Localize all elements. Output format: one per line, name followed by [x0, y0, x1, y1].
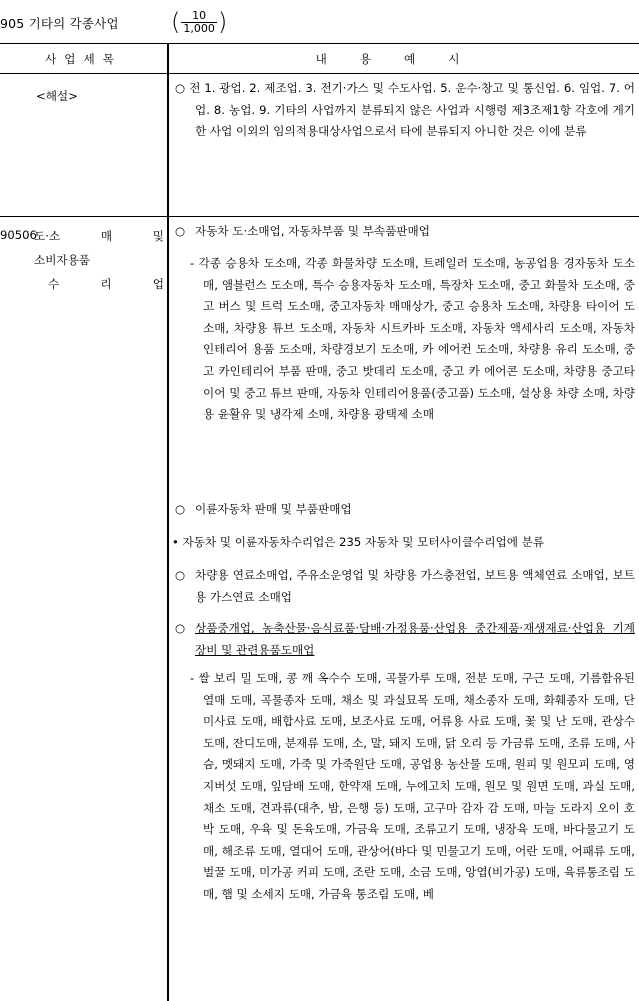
paren-close: ) — [217, 8, 228, 36]
header-content-example: 내용예시 — [315, 52, 493, 66]
column-divider — [167, 44, 169, 1001]
explanation-text: ○ 전 1. 광업. 2. 제조업. 3. 전기·가스 및 수도사업. 5. 운수·창고 및 통신업. 6. 임업. 7. 어업. 8. 농업. 9. 기타의 사업까지 분류되지 않은 사업과 시행령 제3조제1항 각호에 게기한 사업 이외의 임의적용대상사업으로서 타에 분류되지 아니한 것은 이에 분류 — [175, 81, 635, 139]
list-item — [175, 499, 635, 521]
circle-marker-icon: ○ — [175, 224, 186, 238]
note-item — [172, 532, 635, 554]
header-business-item: 사업세목 — [45, 52, 122, 66]
circle-marker-icon: ○ — [175, 621, 186, 635]
list-item — [190, 253, 635, 426]
page-title: 905 기타의 각종사업 — [0, 16, 119, 31]
circle-marker-icon: ○ — [175, 502, 186, 516]
bullet-marker-icon: • — [172, 535, 179, 549]
list-item — [175, 221, 635, 243]
page-header — [0, 8, 639, 40]
row-divider — [0, 216, 639, 217]
item-text: 자동차 도·소매업, 자동차부품 및 부속품판매업 — [195, 224, 430, 238]
table-header — [0, 44, 639, 74]
list-item — [175, 618, 635, 661]
circle-marker-icon: ○ — [175, 568, 186, 582]
category-name-line-2: 소비자용품 — [34, 253, 90, 267]
dash-marker: - — [190, 671, 195, 685]
classification-table — [0, 43, 639, 1001]
category-name-line-3: 수 리 업 — [48, 277, 164, 291]
rate-denominator: 1,000 — [183, 21, 215, 35]
category-code: 90506 — [0, 228, 37, 242]
rate-numerator: 10 — [192, 8, 207, 22]
category-name-line-1: 도·소 매 및 — [34, 229, 164, 243]
dash-marker: - — [190, 256, 195, 270]
item-text: 자동차 및 이륜자동차수리업은 235 자동차 및 모터사이클수리업에 분류 — [182, 535, 545, 549]
item-text: 상품중개업, 농축산물·음식료품·담배·가정용품·산업용 중간제품·재생재료·산업용 기계장비 및 관련용품도매업 — [195, 621, 635, 657]
list-item — [175, 565, 635, 608]
explanation-label: <해설> — [36, 89, 78, 103]
paren-open: ( — [171, 8, 181, 36]
item-text: 이륜자동차 판매 및 부품판매업 — [195, 502, 352, 516]
item-text: 각종 승용차 도소매, 각종 화물차량 도소매, 트레일러 도소매, 농공업용 경자동차 도소매, 앰블런스 도소매, 특수 승용자동차 도소매, 특장차 도소매, 중고 화물차 도소매, 중고 버스 및 트럭 도소매, 중고자동차 매매상가, 중고 승용차 도소매, 차량용 타이어 도소매, 차량용 튜브 도소매, 자동차 시트카바 도소매, 자동차 액세사리 도소매, 자동차 인테리어 용품 도소매, 차량경보기 도소매, 카 에어컨 도소매, 차량용 유리 도소매, 중고 카인테리어 부품 판매, 중고 밧데리 도소매, 중고 카 에어콘 도소매, 차량용 중고타이어 및 중고 튜브 판매, 자동차 인테리어용품(중고품) 도소매, 설상용 차량 소매, 차량용 윤활유 및 냉각제 소매, 차량용 광택제 소매 — [198, 256, 635, 422]
rate-fraction — [171, 8, 227, 36]
item-text: 쌀 보리 밀 도매, 콩 깨 옥수수 도매, 곡물가루 도매, 전분 도매, 구근 도매, 기름함유된 열매 도매, 곡물종자 도매, 채소 및 과실묘목 도매, 채소종자 도매, 화훼종자 도매, 단미사료 도매, 배합사료 도매, 보조사료 도매, 어류용 사료 도매, 꽃 및 난 도매, 관상수 도매, 잔디도매, 분재류 도매, 소, 말, 돼지 도매, 닭 오리 등 가금류 도매, 조류 도매, 사슴, 멧돼지 도매, 가죽 및 가죽원단 도매, 공업용 농산물 도매, 원피 및 원모피 도매, 영지버섯 도매, 잎담배 도매, 한약재 도매, 누에고치 도매, 원모 및 원면 도매, 과실 도매, 채소 도매, 견과류(대추, 밤, 은행 등) 도매, 고구마 감자 감 도매, 마늘 도라지 오이 호박 도매, 우육 및 돈육도매, 가금육 도매, 조류고기 도매, 냉장육 도매, 바다물고기 도매, 해조류 도매, 열대어 도매, 관상어(바다 및 민물고기 도매, 어란 도매, 어패류 도매, 벌꿀 도매, 미가공 커피 도매, 조란 도매, 소금 도매, 앙엽(비가공) 도매, 육류통조림 도매, 햄 및 소세지 도매, 가금육 통조림 도매, 베 — [198, 671, 635, 901]
fraction — [180, 10, 218, 35]
list-item — [190, 668, 635, 906]
item-text: 차량용 연료소매업, 주유소운영업 및 차량용 가스충전업, 보트용 액체연료 소매업, 보트용 가스연료 소매업 — [195, 568, 635, 604]
